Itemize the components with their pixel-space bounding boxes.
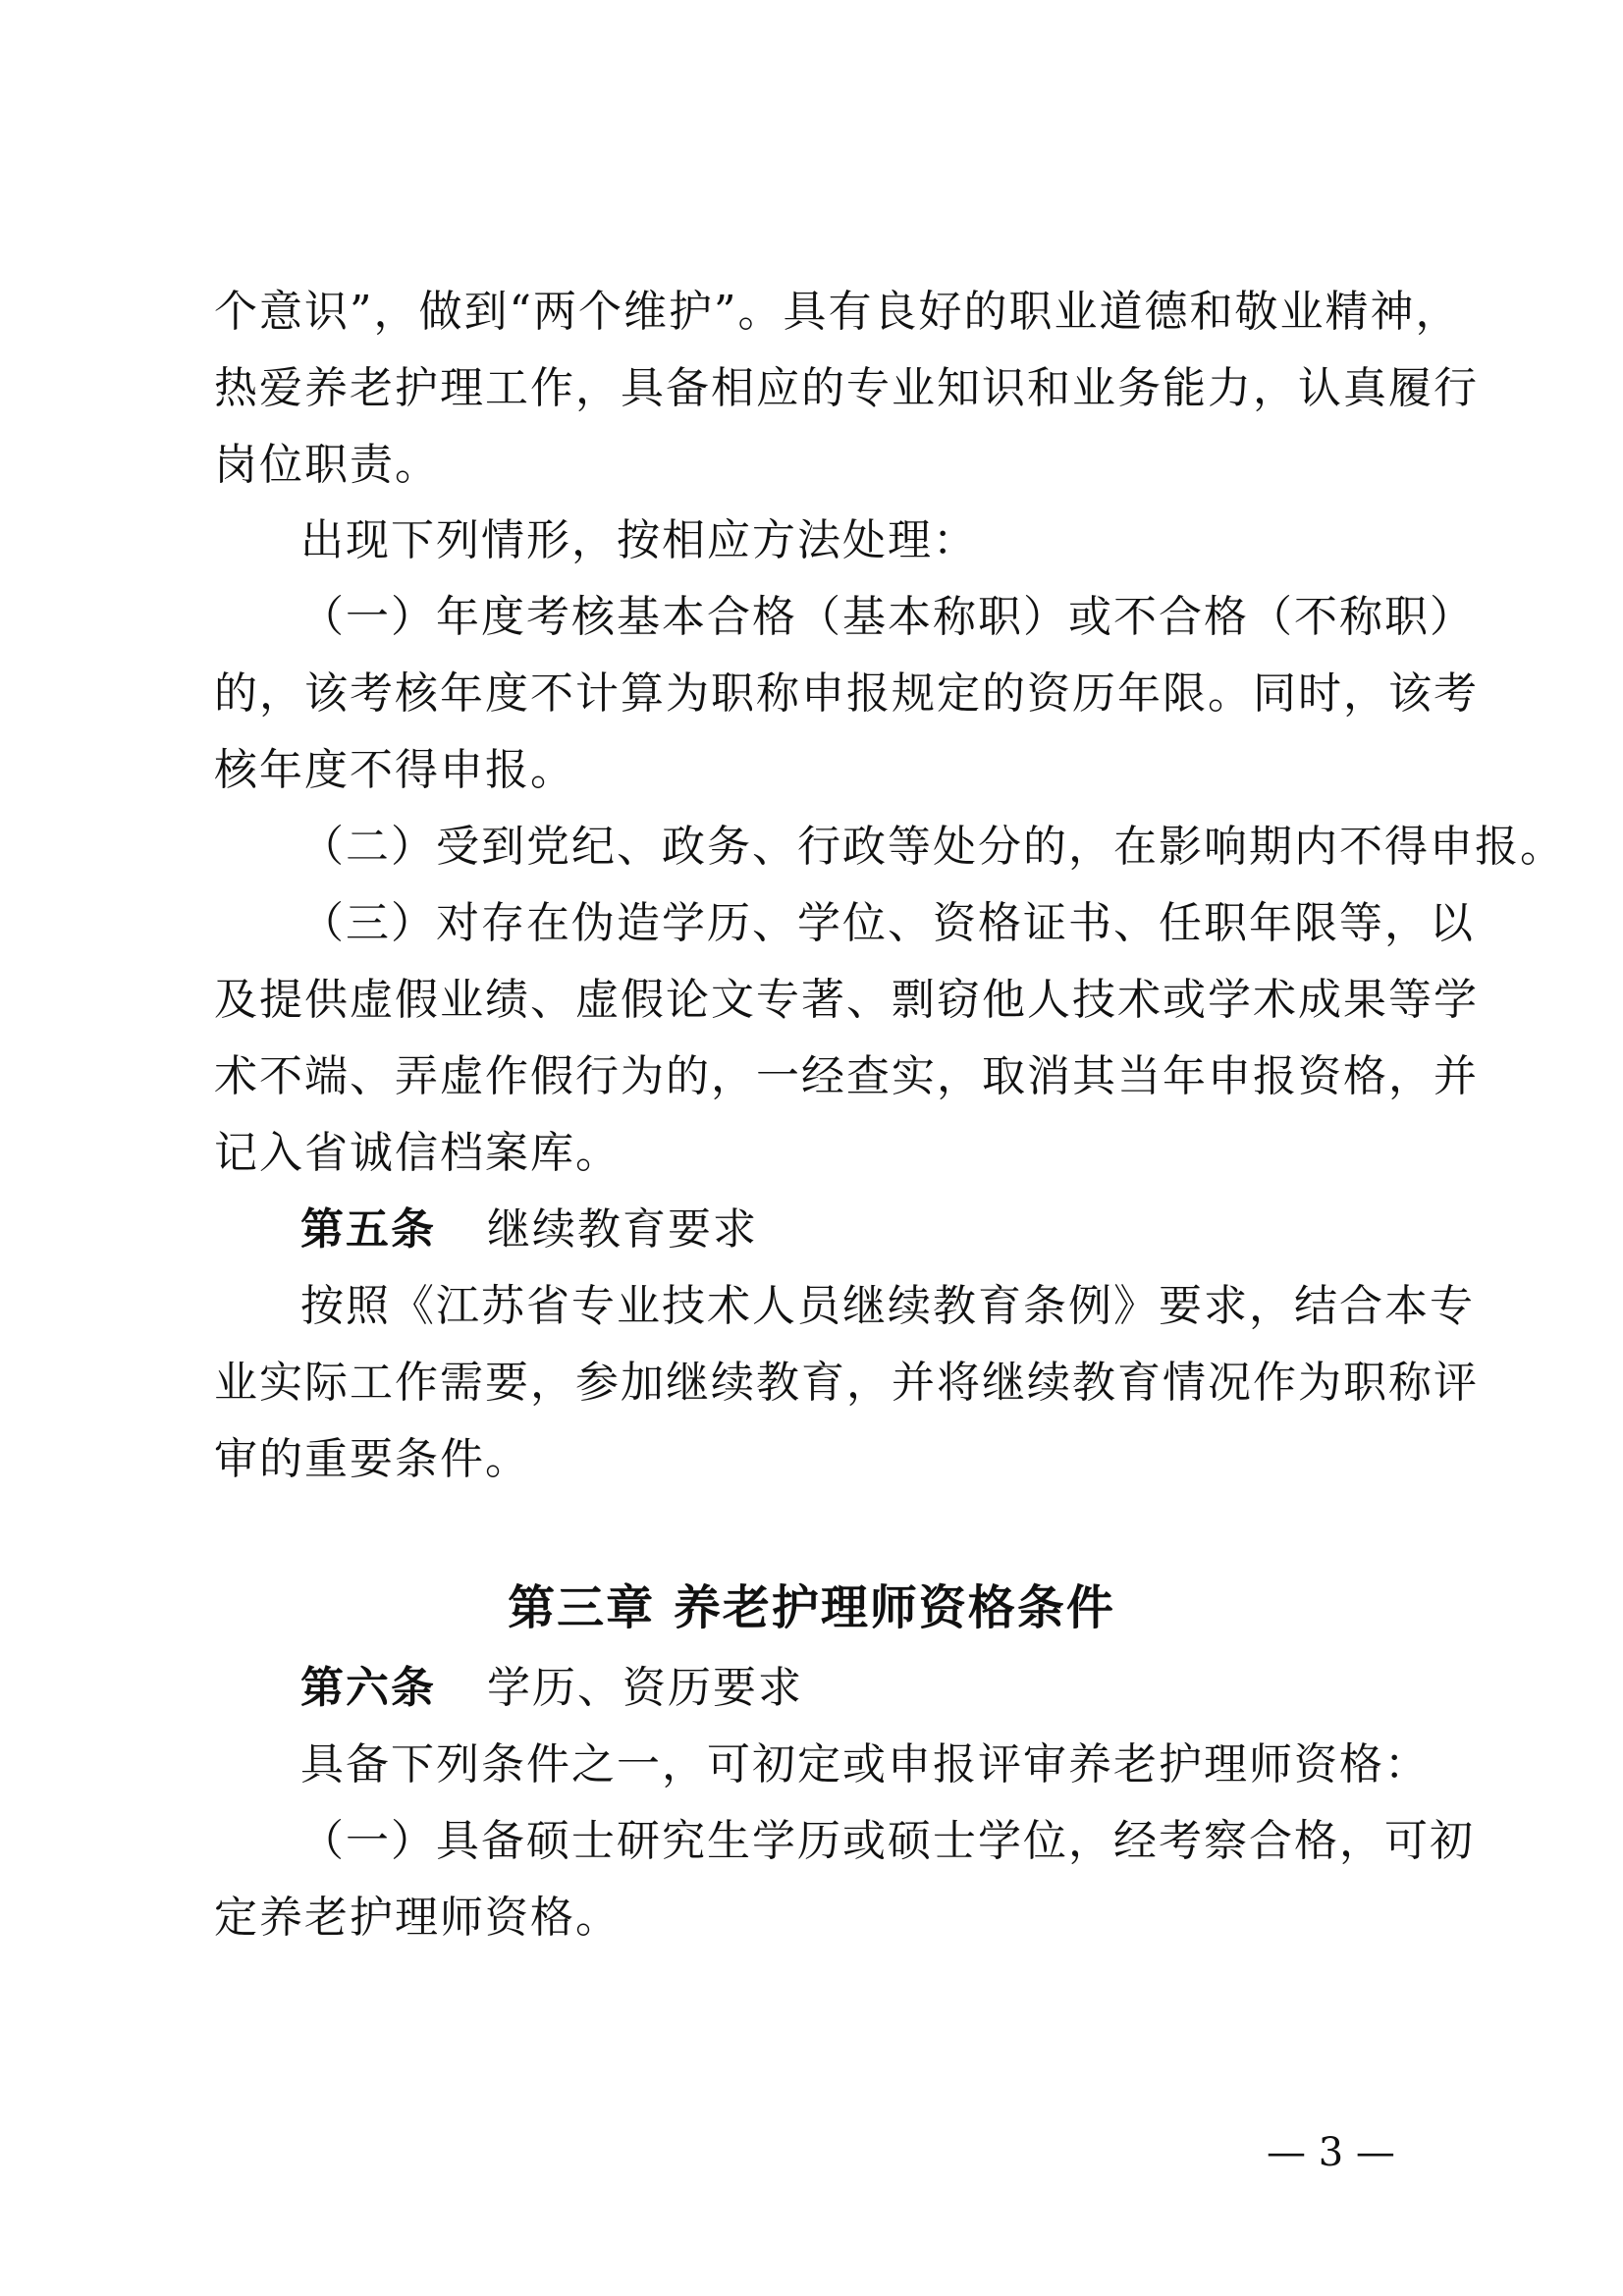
body-line: （三）对存在伪造学历、学位、资格证书、任职年限等，以 — [300, 898, 1475, 948]
body-line: 出现下列情形，按相应方法处理： — [300, 515, 978, 565]
body-line: （二）受到党纪、政务、行政等处分的，在影响期内不得申报。 — [300, 822, 1565, 872]
chapter-heading: 第三章 养老护理师资格条件 — [508, 1580, 1115, 1635]
body-line: 的，该考核年度不计算为职称申报规定的资历年限。同时，该考 — [214, 668, 1479, 719]
article-5-title: 继续教育要求 — [487, 1204, 758, 1255]
article-5-heading — [300, 1201, 1422, 1259]
body-line: 个意识”，做到“两个维护”。具有良好的职业道德和敬业精神， — [214, 287, 1461, 337]
body-line: 定养老护理师资格。 — [214, 1893, 621, 1943]
body-line: 记入省诚信档案库。 — [214, 1128, 621, 1178]
body-line: （一）年度考核基本合格（基本称职）或不合格（不称职） — [300, 592, 1475, 642]
body-line: 岗位职责。 — [214, 440, 440, 490]
body-line: 按照《江苏省专业技术人员继续教育条例》要求，结合本专 — [300, 1281, 1475, 1331]
body-line: （一）具备硕士研究生学历或硕士学位，经考察合格，可初 — [300, 1816, 1475, 1866]
body-line: 具备下列条件之一，可初定或申报评审养老护理师资格： — [300, 1739, 1430, 1789]
article-5-label: 第五条 — [300, 1204, 436, 1255]
body-line: 审的重要条件。 — [214, 1434, 530, 1484]
body-line: 核年度不得申报。 — [214, 745, 575, 795]
article-6-heading — [300, 1659, 1422, 1718]
article-6-title: 学历、资历要求 — [487, 1663, 803, 1713]
article-6-label: 第六条 — [300, 1663, 436, 1713]
page-number: — 3 — — [1267, 2130, 1395, 2175]
body-line: 热爱养老护理工作，具备相应的专业知识和业务能力，认真履行 — [214, 363, 1479, 413]
body-line: 及提供虚假业绩、虚假论文专著、剽窃他人技术或学术成果等学 — [214, 975, 1479, 1025]
body-line: 术不端、弄虚作假行为的，一经查实，取消其当年申报资格，并 — [214, 1051, 1479, 1101]
body-line: 业实际工作需要，参加继续教育，并将继续教育情况作为职称评 — [214, 1358, 1479, 1408]
